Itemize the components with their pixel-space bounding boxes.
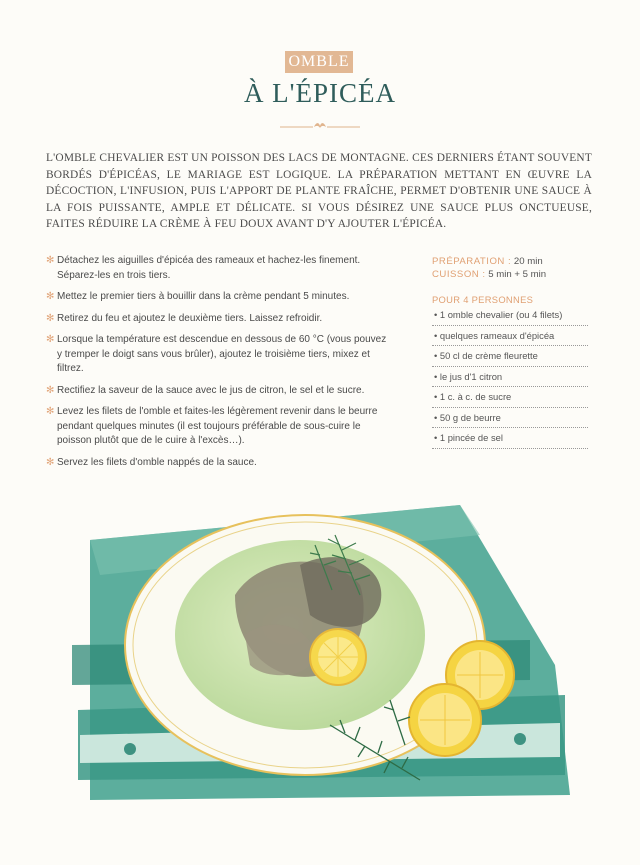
cook-time: CUISSON : 5 min + 5 min bbox=[432, 269, 547, 280]
prep-time: PRÉPARATION : 20 min bbox=[432, 256, 543, 267]
step-item: ✻ Levez les filets de l'omble et faites-les légèrement revenir dans le beurre pendant quelques minutes (il est toujours préférable de sous-cuire le poisson plutôt que de le cuire à l'excès…). bbox=[46, 406, 378, 446]
step-item: ✻ Mettez le premier tiers à bouillir dans la crème pendant 5 minutes. bbox=[46, 290, 391, 305]
ingredient-item: • le jus d'1 citron bbox=[432, 367, 588, 388]
bullet-icon: ✻ bbox=[46, 406, 55, 417]
intro-paragraph: L'OMBLE CHEVALIER EST UN POISSON DES LACS DE MONTAGNE. CES DERNIERS ÉTANT SOUVENT BORDÉS D'ÉPICÉAS, LE MARIAGE EST LOGIQUE. LA PRÉPARATION METTANT EN ŒUVRE LA DÉCOCTION, L'INFUSION, PUIS L'APPORT DE PLANTE FRAÎCHE, PERMET D'OBTENIR UNE SAUCE À LA FOIS PUISSANTE, AMPLE ET DÉLICATE. SI VOUS DÉSIREZ UNE SAUCE PLUS ONCTUEUSE, FAITES RÉDUIRE LA CRÈME À FEU DOUX AVANT D'Y AJOUTER L'ÉPICÉA. bbox=[46, 152, 592, 230]
bullet-icon: ✻ bbox=[46, 384, 55, 396]
ingredient-item: • 1 c. à c. de sucre bbox=[432, 387, 588, 408]
ingredient-item: • quelques rameaux d'épicéa bbox=[432, 326, 588, 347]
ingredient-item: • 50 cl de crème fleurette bbox=[432, 346, 588, 367]
bullet-icon: ✻ bbox=[46, 456, 55, 468]
step-item: ✻ Lorsque la température est descendue en dessous de 60 °C (vous pouvez y tremper le doigt sans vous brûler), ajoutez le troisième tiers, mixez et filtrez. bbox=[46, 334, 387, 374]
ornament-divider bbox=[280, 120, 360, 132]
ingredient-item: • 1 omble chevalier (ou 4 filets) bbox=[432, 305, 588, 326]
timing-block bbox=[432, 255, 546, 281]
bullet-icon: ✻ bbox=[46, 255, 55, 266]
bullet-icon: ✻ bbox=[46, 334, 55, 345]
ingredients-heading: POUR 4 PERSONNES bbox=[432, 294, 534, 305]
bullet-icon: ✻ bbox=[46, 291, 55, 302]
bullet-icon: ✻ bbox=[46, 312, 55, 324]
step-item: ✻ Retirez du feu et ajoutez le deuxième tiers. Laissez refroidir. bbox=[46, 312, 391, 327]
ingredient-item: • 50 g de beurre bbox=[432, 408, 588, 429]
lemon-slice bbox=[310, 629, 366, 685]
step-item: ✻ Rectifiez la saveur de la sauce avec le jus de citron, le sel et le sucre. bbox=[46, 384, 391, 399]
ingredients-list bbox=[432, 305, 588, 449]
step-item: ✻ Servez les filets d'omble nappés de la sauce. bbox=[46, 456, 391, 471]
step-item: ✻ Détachez les aiguilles d'épicéa des rameaux et hachez-les finement. Séparez-les en trois tiers. bbox=[46, 255, 361, 281]
steps-list bbox=[46, 254, 391, 477]
category-badge: OMBLE bbox=[285, 51, 353, 73]
ingredient-item: • 1 pincée de sel bbox=[432, 428, 588, 449]
dish-illustration bbox=[60, 495, 590, 830]
recipe-title: À L'ÉPICÉA bbox=[243, 78, 397, 108]
